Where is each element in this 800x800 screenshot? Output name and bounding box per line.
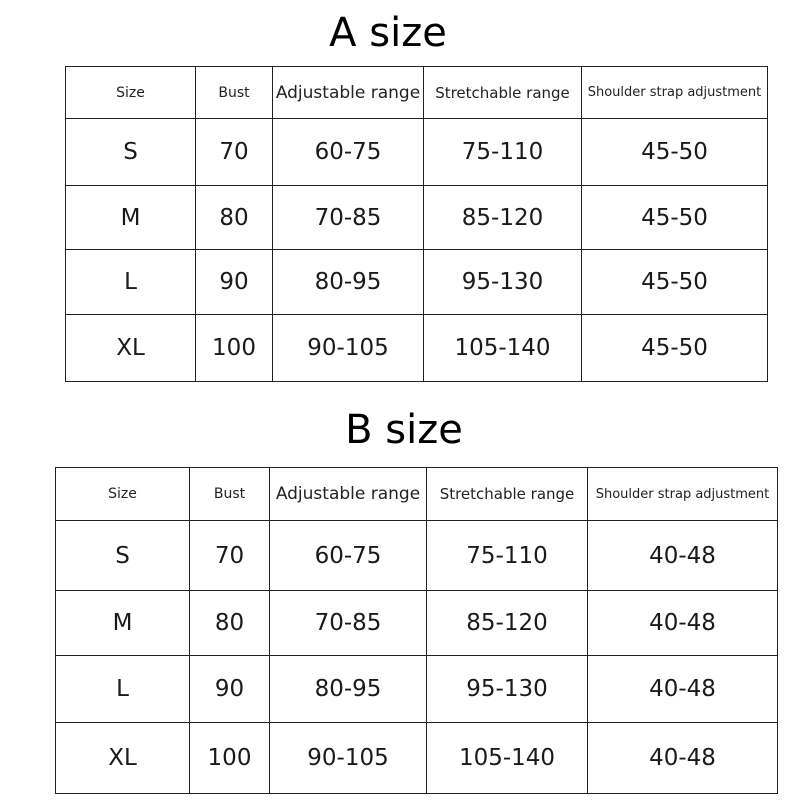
cell-bust: 70 [196, 119, 273, 186]
cell-adjustable-range: 80-95 [273, 250, 424, 315]
size-table-title-b: B size [345, 407, 463, 453]
header-adjustable-range: Adjustable range [273, 67, 424, 119]
table-row [66, 186, 768, 250]
cell-bust: 70 [190, 521, 270, 591]
cell-stretchable-range: 85-120 [424, 186, 582, 250]
cell-size: S [56, 521, 190, 591]
size-table-a [65, 66, 768, 382]
cell-stretchable-range: 105-140 [424, 315, 582, 382]
cell-shoulder-strap: 45-50 [582, 315, 768, 382]
cell-shoulder-strap: 40-48 [588, 723, 778, 794]
cell-bust: 80 [190, 591, 270, 656]
cell-adjustable-range: 90-105 [270, 723, 427, 794]
header-bust: Bust [190, 468, 270, 521]
cell-shoulder-strap: 40-48 [588, 656, 778, 723]
cell-adjustable-range: 90-105 [273, 315, 424, 382]
header-stretchable-range: Stretchable range [427, 468, 588, 521]
table-row [56, 521, 778, 591]
cell-shoulder-strap: 45-50 [582, 250, 768, 315]
table-row [66, 119, 768, 186]
cell-shoulder-strap: 40-48 [588, 521, 778, 591]
cell-stretchable-range: 75-110 [427, 521, 588, 591]
header-bust: Bust [196, 67, 273, 119]
cell-stretchable-range: 75-110 [424, 119, 582, 186]
table-row [66, 315, 768, 382]
header-size: Size [66, 67, 196, 119]
cell-bust: 90 [190, 656, 270, 723]
cell-stretchable-range: 95-130 [424, 250, 582, 315]
cell-shoulder-strap: 40-48 [588, 591, 778, 656]
cell-size: L [66, 250, 196, 315]
cell-adjustable-range: 80-95 [270, 656, 427, 723]
cell-size: M [56, 591, 190, 656]
header-stretchable-range: Stretchable range [424, 67, 582, 119]
cell-stretchable-range: 95-130 [427, 656, 588, 723]
cell-bust: 90 [196, 250, 273, 315]
table-row [56, 591, 778, 656]
cell-bust: 100 [196, 315, 273, 382]
cell-stretchable-range: 105-140 [427, 723, 588, 794]
table-header-row [66, 67, 768, 119]
cell-size: S [66, 119, 196, 186]
cell-bust: 100 [190, 723, 270, 794]
cell-shoulder-strap: 45-50 [582, 119, 768, 186]
table-row [66, 250, 768, 315]
cell-adjustable-range: 70-85 [273, 186, 424, 250]
cell-stretchable-range: 85-120 [427, 591, 588, 656]
size-table-b [55, 467, 778, 794]
cell-adjustable-range: 70-85 [270, 591, 427, 656]
header-shoulder-strap-adjustment: Shoulder strap adjustment [582, 67, 768, 119]
cell-size: M [66, 186, 196, 250]
cell-size: XL [56, 723, 190, 794]
cell-adjustable-range: 60-75 [273, 119, 424, 186]
cell-bust: 80 [196, 186, 273, 250]
table-row [56, 723, 778, 794]
cell-shoulder-strap: 45-50 [582, 186, 768, 250]
cell-adjustable-range: 60-75 [270, 521, 427, 591]
cell-size: L [56, 656, 190, 723]
header-adjustable-range: Adjustable range [270, 468, 427, 521]
table-header-row [56, 468, 778, 521]
size-table-title-a: A size [329, 10, 447, 56]
table-row [56, 656, 778, 723]
cell-size: XL [66, 315, 196, 382]
header-shoulder-strap-adjustment: Shoulder strap adjustment [588, 468, 778, 521]
header-size: Size [56, 468, 190, 521]
